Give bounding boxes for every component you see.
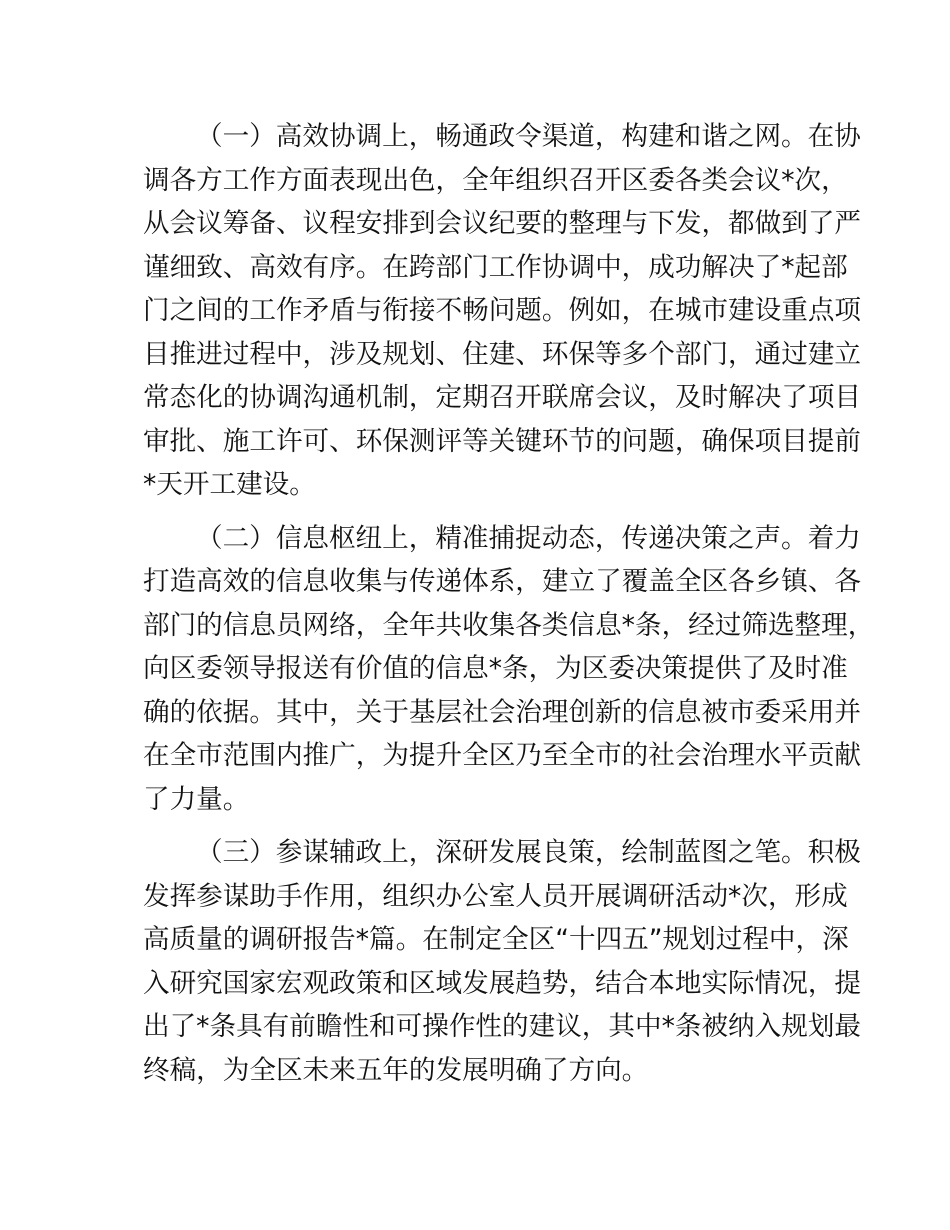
text-line: 目推进过程中，涉及规划、住建、环保等多个部门，通过建立: [143, 338, 862, 370]
text-line: 常态化的协调沟通机制，定期召开联席会议，及时解决了项目: [143, 382, 862, 413]
text-line: 高质量的调研报告*篇。在制定全区“十四五”规划过程中，深: [143, 924, 849, 955]
text-line: 打造高效的信息收集与传递体系，建立了覆盖全区各乡镇、各: [143, 566, 862, 597]
text-line: 入研究国家宏观政策和区域发展趋势，结合本地实际情况，提: [143, 967, 862, 999]
text-line: 部门的信息员网络，全年共收集各类信息*条，经过筛选整理，: [143, 609, 875, 641]
text-line: 出了*条具有前瞻性和可操作性的建议，其中*条被纳入规划最: [143, 1011, 862, 1042]
text-line: 确的依据。其中，关于基层社会治理创新的信息被市委采用并: [143, 696, 862, 728]
text-line: 审批、施工许可、环保测评等关键环节的问题，确保项目提前: [143, 425, 862, 457]
text-line: *天开工建设。: [143, 469, 316, 500]
paragraph-advisory: [143, 831, 862, 1092]
text-line: 调各方工作方面表现出色，全年组织召开区委各类会议*次，: [143, 164, 848, 196]
text-line: 向区委领导报送有价值的信息*条，为区委决策提供了及时准: [143, 653, 848, 684]
text-line: （三）参谋辅政上，深研发展良策，绘制蓝图之笔。积极: [196, 837, 861, 868]
text-line: 从会议筹备、议程安排到会议纪要的整理与下发，都做到了严: [143, 208, 862, 239]
text-line: （一）高效协调上，畅通政令渠道，构建和谐之网。在协: [196, 121, 861, 152]
text-line: 发挥参谋助手作用，组织办公室人员开展调研活动*次，形成: [143, 880, 848, 912]
text-line: 在全市范围内推广，为提升全区乃至全市的社会治理水平贡献: [143, 740, 862, 771]
text-line: 谨细致、高效有序。在跨部门工作协调中，成功解决了*起部: [143, 251, 848, 283]
text-line: 了力量。: [143, 783, 250, 815]
document-page: [143, 115, 875, 1102]
text-line: （二）信息枢纽上，精准捕捉动态，传递决策之声。着力: [196, 522, 861, 554]
paragraph-information-hub: [143, 517, 875, 822]
text-line: 终稿，为全区未来五年的发展明确了方向。: [143, 1054, 649, 1086]
paragraph-coordination: [143, 115, 862, 507]
text-line: 门之间的工作矛盾与衔接不畅问题。例如，在城市建设重点项: [143, 295, 862, 326]
